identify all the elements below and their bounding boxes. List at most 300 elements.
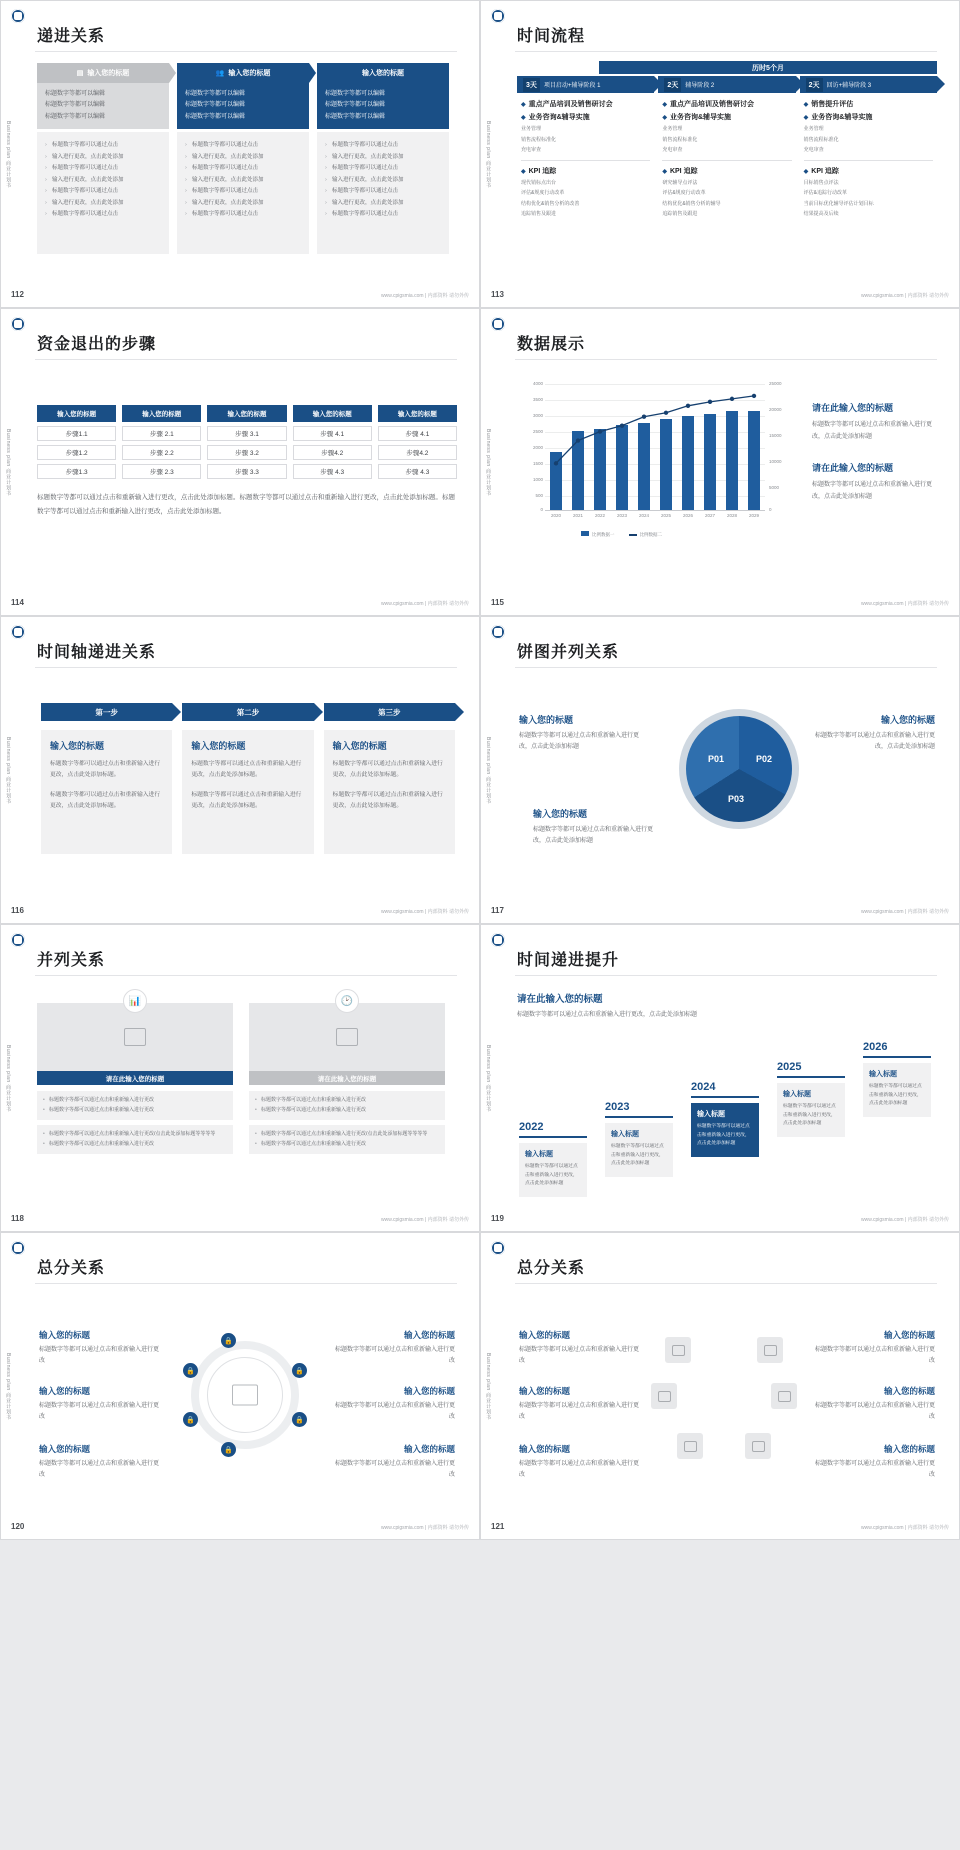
step-p: 销售流程标准化: [521, 136, 557, 143]
text-block-3: [519, 1443, 643, 1482]
year-underline: [777, 1076, 845, 1078]
card-paragraph: 标题数字等都可以通过点击和重新输入进行更改，点击此处添加标题。: [50, 792, 161, 809]
card-paragraph: 标题数字等都可以通过点击和重新输入进行更改，点击此处添加标题。: [332, 792, 443, 809]
table-column-5[interactable]: [378, 405, 457, 479]
block-heading: 输入您的标题: [403, 1330, 455, 1340]
column-1[interactable]: [37, 63, 169, 254]
block-heading: 输入您的标题: [39, 1386, 91, 1396]
pie-slice-group: [686, 716, 792, 822]
block-heading: 输入您的标题: [519, 1386, 571, 1396]
step-content-1: [517, 93, 654, 227]
step-p: 评估&规度行动改革: [521, 190, 565, 196]
side-text: Business plan 商业计划书: [5, 1045, 11, 1113]
title-divider: [35, 359, 457, 360]
card-step-label: 第二步: [182, 703, 313, 721]
year-label: 2026: [863, 1041, 888, 1053]
x-tick: 2021: [572, 513, 583, 518]
side-text: Business plan 商业计划书: [485, 737, 491, 805]
title-divider: [35, 667, 457, 668]
year-heading: 输入标题: [869, 1071, 897, 1078]
photo-icon: [124, 1028, 146, 1046]
center-diagram[interactable]: [659, 1331, 789, 1461]
page-title: 总分关系: [37, 1260, 106, 1277]
list-item: › 标题数字等都可以通过点击: [45, 163, 161, 175]
block-heading: 输入您的标题: [883, 1444, 935, 1454]
row-line: • 标题数字等都可以通过点击和重新输入进行更改: [43, 1106, 227, 1116]
year-card-2025[interactable]: [777, 1061, 845, 1137]
year-box: [605, 1123, 673, 1177]
lock-icon: 🔒: [221, 1333, 236, 1348]
step-p: 当前目标优化辅导评估计划目标: [803, 200, 874, 207]
list-item: › 输入进行更改，点击此处添加: [325, 198, 441, 210]
image-icon: [651, 1383, 677, 1409]
pie-chart[interactable]: [679, 709, 799, 829]
page-number: 116: [11, 906, 24, 915]
lock-icon: 🔒: [183, 1363, 198, 1378]
column-3[interactable]: [317, 63, 449, 254]
list-item: › 输入进行更改，点击此处添加: [45, 152, 161, 164]
block-body: 标题数字等都可以通过点击和重新输入进行更改: [39, 1347, 160, 1365]
footer-note: www.cpigsmia.com | 内部资料 请勿外传: [861, 293, 949, 299]
table-cell: 步骤 4.3: [293, 464, 372, 479]
logo-badge: [11, 933, 25, 947]
chart-legend: [581, 531, 662, 538]
legend-item-1: [581, 531, 615, 538]
list-item: › 标题数字等都可以通过点击: [325, 209, 441, 221]
card-2[interactable]: [182, 703, 313, 854]
lock-icon: 🔒: [292, 1412, 307, 1427]
list-item: › 标题数字等都可以通过点击: [185, 186, 301, 198]
pie-text-body: 标题数字等都可以通过点击和重新输入进行更改，点击此处添加标题: [533, 827, 654, 845]
panel-2[interactable]: [249, 995, 445, 1159]
panel-caption-1: 请在此输入您的标题: [37, 1071, 233, 1085]
y-axis-labels: [521, 381, 543, 511]
image-placeholder-2[interactable]: [249, 995, 445, 1071]
step-p: 追踪销售及跟进: [662, 211, 698, 217]
pie-text-heading: 输入您的标题: [519, 715, 574, 725]
band-line: 标题数字等都可以编辑: [45, 91, 106, 97]
band-line: 标题数字等都可以编辑: [325, 113, 386, 120]
table-cell: 步骤1.3: [37, 464, 116, 479]
x-tick: 2024: [638, 513, 649, 518]
text-block-1: [519, 1329, 643, 1368]
text-block-3: [39, 1443, 163, 1482]
table-column-3[interactable]: [207, 405, 286, 479]
columns: [37, 63, 449, 254]
legend-label: 比例数据二: [639, 531, 662, 537]
footer-note: www.cpigsmia.com | 内部资料 请勿外传: [861, 909, 949, 915]
y-tick: 2500: [532, 429, 543, 434]
title-divider: [515, 975, 937, 976]
lock-icon: 🔒: [183, 1412, 198, 1427]
step-h3: ◆ KPI 追踪: [521, 166, 650, 176]
panel-rows-1: [37, 1091, 233, 1154]
slide-121[interactable]: [480, 1232, 960, 1540]
step-p: 评估&追踪行动改革: [803, 190, 847, 196]
pie-text-body: 标题数字等都可以通过点击和重新输入进行更改，点击此处添加标题: [814, 733, 935, 751]
table-header: 输入您的标题: [37, 405, 116, 422]
step-content-3: [800, 93, 937, 227]
year-underline: [691, 1096, 759, 1098]
block-body: 标题数字等都可以通过点击和重新输入进行更改: [39, 1461, 160, 1479]
table-cell: 步骤1.2: [37, 445, 116, 460]
footer-note: www.cpigsmia.com | 内部资料 请勿外传: [381, 293, 469, 299]
step-p: 研究辅导点评法: [662, 179, 698, 186]
column-header-label: 输入您的标题: [362, 70, 404, 77]
page-title: 总分关系: [517, 1260, 586, 1277]
band-line: 标题数字等都可以编辑: [185, 102, 246, 109]
row-line: • 标题数字等都可以通过点击和重新输入进行更改: [255, 1140, 439, 1150]
footer-note: www.cpigsmia.com | 内部资料 请勿外传: [861, 601, 949, 607]
pie-text-1: [519, 713, 649, 754]
page-number: 117: [491, 906, 504, 915]
title-divider: [35, 1283, 457, 1284]
step-days: 3天: [523, 78, 540, 92]
side-text: Business plan 商业计划书: [5, 121, 11, 189]
text-block-1: [39, 1329, 163, 1368]
y-tick: 3000: [532, 413, 543, 418]
page-title: 并列关系: [37, 952, 106, 969]
year-body: 标题数字等都可以通过点击和重新输入进行更改，点击此处添加标题: [697, 1124, 750, 1147]
footer-note: www.cpigsmia.com | 内部资料 请勿外传: [861, 1525, 949, 1531]
table-cell: 步骤 2.1: [122, 426, 201, 441]
step-1[interactable]: [517, 76, 654, 227]
year-heading: 输入标题: [611, 1131, 639, 1138]
block-heading: 输入您的标题: [403, 1386, 455, 1396]
x-tick: 2023: [616, 513, 627, 518]
step-h3: ◆ KPI 追踪: [804, 166, 933, 176]
year-heading: 输入标题: [525, 1151, 553, 1158]
table-cell: 步骤 2.3: [122, 464, 201, 479]
x-tick: 2026: [682, 513, 693, 518]
row: [37, 1125, 233, 1154]
logo-badge: [491, 9, 505, 23]
y2-tick: 0: [769, 507, 772, 512]
page-number: 119: [491, 1214, 504, 1223]
row: [249, 1091, 445, 1120]
list-item: › 输入进行更改，点击此处添加: [45, 175, 161, 187]
step-header-2: [658, 76, 795, 93]
table-column-1[interactable]: [37, 405, 116, 479]
clock-icon: 🕑: [335, 989, 359, 1013]
step-h2: ◆ 业务咨询&辅导实施: [521, 112, 650, 122]
text-block-2: [812, 461, 937, 503]
pie-label-p03: P03: [728, 794, 745, 804]
bullet-list: [45, 140, 161, 221]
lock-icon: 🔒: [292, 1363, 307, 1378]
card-body-3: [324, 730, 455, 854]
page-title: 数据展示: [517, 336, 586, 353]
page-title: 递进关系: [37, 28, 106, 45]
table-header: 输入您的标题: [207, 405, 286, 422]
legend-item-2: [629, 532, 663, 538]
column-body-3: [317, 132, 449, 254]
list-item: › 输入进行更改，点击此处添加: [325, 175, 441, 187]
logo-badge: [11, 317, 25, 331]
card-paragraph: 标题数字等都可以通过点击和重新输入进行更改，点击此处添加标题。: [191, 761, 302, 778]
steps-table: [37, 405, 457, 479]
list-item: › 标题数字等都可以通过点击: [185, 209, 301, 221]
y2-tick: 10000: [769, 459, 782, 464]
side-text: Business plan 商业计划书: [485, 429, 491, 497]
slide-114[interactable]: [0, 308, 480, 616]
list-item: › 输入进行更改，点击此处添加: [185, 198, 301, 210]
year-body: 标题数字等都可以通过点击和重新输入进行更改，点击此处添加标题: [783, 1104, 836, 1127]
block-body: 标题数字等都可以通过点击和重新输入进行更改: [814, 1347, 935, 1365]
step-p: 充电审查: [803, 147, 824, 153]
x-axis-labels: [545, 513, 765, 518]
column-header-label: 输入您的标题: [228, 70, 271, 77]
list-item: › 输入进行更改，点击此处添加: [45, 198, 161, 210]
card-step-label: 第一步: [41, 703, 172, 721]
table-cell: 步骤 4.1: [378, 426, 457, 441]
slide-112[interactable]: [0, 0, 480, 308]
y2-tick: 15000: [769, 433, 782, 438]
block-body: 标题数字等都可以通过点击和重新输入进行更改: [334, 1347, 455, 1365]
year-label: 2024: [691, 1081, 716, 1093]
block-body: 标题数字等都可以通过点击和重新输入进行更改: [334, 1403, 455, 1421]
year-box: [777, 1083, 845, 1137]
description-paragraph: 标题数字等都可以通过点击和重新输入进行更改，点击此处添加标题。标题数字等都可以通过点击和重新输入进行更改，点击此处添加标题。标题数字等都可以通过点击和重新输入进行更改，点击此处添加标题。: [37, 494, 455, 515]
card-step-label: 第三步: [324, 703, 455, 721]
image-icon: [677, 1433, 703, 1459]
step-content-2: [658, 93, 795, 227]
step-p: 结构优化&销售分析的改善: [521, 200, 580, 207]
y-tick: 2000: [532, 445, 543, 450]
step-p: 销售流程标准化: [803, 136, 839, 143]
side-text: Business plan 商业计划书: [485, 1353, 491, 1421]
list-item: › 标题数字等都可以通过点击: [45, 209, 161, 221]
footer-note: www.cpigsmia.com | 内部资料 请勿外传: [381, 601, 469, 607]
block-heading: 输入您的标题: [39, 1330, 91, 1340]
doc-icon: ▤: [76, 70, 84, 77]
text-block-6: [331, 1443, 455, 1482]
band-line: 标题数字等都可以编辑: [325, 102, 386, 109]
step-h1: ◆ 销售提升评估: [804, 99, 933, 109]
table-cell: 步骤 4.3: [378, 464, 457, 479]
x-tick: 2022: [594, 513, 605, 518]
page-number: 114: [11, 598, 24, 607]
panel-1[interactable]: [37, 995, 233, 1159]
block-heading: 输入您的标题: [519, 1330, 571, 1340]
block-body: 标题数字等都可以通过点击和重新输入进行更改: [39, 1403, 160, 1421]
list-item: › 标题数字等都可以通过点击: [185, 163, 301, 175]
pie-text-heading: 输入您的标题: [533, 809, 588, 819]
step-p: 业务管理: [803, 126, 824, 132]
year-card-2023[interactable]: [605, 1101, 673, 1177]
step-p: 充电审查: [521, 147, 542, 153]
table-column-2[interactable]: [122, 405, 201, 479]
step-p: 评估&规度行动改革: [662, 190, 706, 196]
text-block-4: [811, 1329, 935, 1368]
y-tick: 3500: [532, 397, 543, 402]
step-days: 2天: [664, 78, 681, 92]
step-p: 现代销标点出台: [521, 179, 557, 186]
list-item: › 标题数字等都可以通过点击: [325, 163, 441, 175]
timeline-steps: [517, 76, 937, 227]
image-icon: [665, 1337, 691, 1363]
band-line: 标题数字等都可以编辑: [185, 113, 246, 120]
step-name: 项目启动+辅导阶段 1: [543, 83, 601, 89]
card-paragraph: 标题数字等都可以通过点击和重新输入进行更改，点击此处添加标题。: [50, 761, 161, 778]
people-icon: 👥: [215, 70, 225, 77]
table-header: 输入您的标题: [122, 405, 201, 422]
band-line: 标题数字等都可以编辑: [45, 102, 106, 109]
slide-118[interactable]: [0, 924, 480, 1232]
block-body: 标题数字等都可以通过点击和重新输入进行更改: [814, 1403, 935, 1421]
table-cell: 步骤 2.2: [122, 445, 201, 460]
panel-rows-2: [249, 1091, 445, 1154]
table-cell: 步骤 3.3: [207, 464, 286, 479]
page-number: 118: [11, 1214, 24, 1223]
year-card-2024[interactable]: [691, 1081, 759, 1157]
list-item: › 标题数字等都可以通过点击: [325, 186, 441, 198]
step-days: 2天: [806, 78, 823, 92]
year-heading: 输入标题: [697, 1111, 725, 1118]
title-divider: [515, 667, 937, 668]
text-block-2: [39, 1385, 163, 1424]
text-block-6: [811, 1443, 935, 1482]
year-underline: [605, 1116, 673, 1118]
footer-note: www.cpigsmia.com | 内部资料 请勿外传: [381, 909, 469, 915]
column-body-2: [177, 132, 309, 254]
footer-note: www.cpigsmia.com | 内部资料 请勿外传: [861, 1217, 949, 1223]
text-heading: 请在此输入您的标题: [812, 403, 894, 413]
list-item: › 标题数字等都可以通过点击: [325, 140, 441, 152]
x-tick: 2020: [550, 513, 561, 518]
block-body: 标题数字等都可以通过点击和重新输入进行更改: [519, 1403, 640, 1421]
list-item: › 输入进行更改，点击此处添加: [185, 175, 301, 187]
year-label: 2025: [777, 1061, 802, 1073]
table-cell: 步骤4.2: [378, 445, 457, 460]
y2-tick: 25000: [769, 381, 782, 386]
table-column-4[interactable]: [293, 405, 372, 479]
table-cell: 步骤4.2: [293, 445, 372, 460]
text-block-5: [811, 1385, 935, 1424]
year-body: 标题数字等都可以通过点击和重新输入进行更改，点击此处添加标题: [525, 1164, 578, 1187]
combo-chart[interactable]: [521, 381, 791, 541]
y-tick: 0: [540, 507, 543, 512]
title-divider: [515, 51, 937, 52]
side-text: Business plan 商业计划书: [5, 429, 11, 497]
title-divider: [515, 359, 937, 360]
table-header: 输入您的标题: [378, 405, 457, 422]
year-body: 标题数字等都可以通过点击和重新输入进行更改，点击此处添加标题: [869, 1084, 922, 1107]
step-p: 结构优化&销售分析的辅导: [662, 200, 721, 207]
year-card-2026[interactable]: [863, 1041, 931, 1117]
step-3[interactable]: [800, 76, 937, 227]
column-header-2: [177, 63, 309, 83]
logo-badge: [11, 9, 25, 23]
intro-heading: 请在此输入您的标题: [517, 994, 603, 1005]
photo-icon: [232, 1385, 258, 1406]
y2-tick: 20000: [769, 407, 782, 412]
slide-116[interactable]: [0, 616, 480, 924]
year-card-2022[interactable]: [519, 1121, 587, 1197]
step-p: 销售流程标准化: [662, 136, 698, 143]
block-body: 标题数字等都可以通过点击和重新输入进行更改: [519, 1347, 640, 1365]
card-1[interactable]: [41, 703, 172, 854]
block-heading: 输入您的标题: [883, 1330, 935, 1340]
footer-note: www.cpigsmia.com | 内部资料 请勿外传: [381, 1525, 469, 1531]
image-icon: [757, 1337, 783, 1363]
card-heading: 输入您的标题: [332, 741, 387, 751]
year-box: [691, 1103, 759, 1157]
row-line: • 标题数字等都可以通过点击和重新输入进行更改/点击此处添加标题等等等等: [43, 1130, 227, 1140]
plot-area: [545, 381, 765, 511]
card-body-1: [41, 730, 172, 854]
band-line: 标题数字等都可以编辑: [325, 91, 386, 97]
row: [249, 1125, 445, 1154]
title-divider: [35, 51, 457, 52]
year-heading: 输入标题: [783, 1091, 811, 1098]
column-header-3: [317, 63, 449, 83]
logo-badge: [491, 933, 505, 947]
bullet-list: [325, 140, 441, 221]
separator: [521, 160, 650, 161]
pie-slices: [686, 716, 792, 822]
image-icon: [771, 1383, 797, 1409]
step-2[interactable]: [658, 76, 795, 227]
side-text: Business plan 商业计划书: [5, 737, 11, 805]
text-block-2: [519, 1385, 643, 1424]
slide-115[interactable]: [480, 308, 960, 616]
page-title: 时间轴递进关系: [37, 644, 157, 661]
list-item: › 输入进行更改，点击此处添加: [325, 152, 441, 164]
step-p: 业务管理: [521, 126, 542, 132]
intro-subtitle: 标题数字等都可以通过点击和重新输入进行更改，点击此处添加标题: [517, 1012, 698, 1018]
y-tick: 1000: [532, 477, 543, 482]
block-heading: 输入您的标题: [519, 1444, 571, 1454]
page-number: 120: [11, 1522, 25, 1531]
center-diagram[interactable]: [186, 1337, 304, 1454]
text-block-1: [812, 401, 937, 443]
text-body: 标题数字等都可以通过点击和重新输入进行更改，点击此处添加标题: [812, 482, 933, 500]
card-heading: 输入您的标题: [191, 741, 246, 751]
x-tick: 2025: [660, 513, 671, 518]
column-header-label: 输入您的标题: [87, 70, 130, 77]
list-item: › 标题数字等都可以通过点击: [185, 140, 301, 152]
step-h1: ◆ 重点产品培训及销售研讨会: [662, 99, 791, 109]
card-body-2: [182, 730, 313, 854]
year-box: [863, 1063, 931, 1117]
page-number: 115: [491, 598, 504, 607]
step-header-3: [800, 76, 937, 93]
block-body: 标题数字等都可以通过点击和重新输入进行更改: [334, 1461, 455, 1479]
bullet-list: [185, 140, 301, 221]
image-placeholder-1[interactable]: [37, 995, 233, 1071]
row: [37, 1091, 233, 1120]
y-tick: 500: [535, 493, 543, 498]
pie-label-p01: P01: [708, 754, 725, 764]
slide-120[interactable]: [0, 1232, 480, 1540]
table-cell: 步骤 3.1: [207, 426, 286, 441]
slide-113[interactable]: [480, 0, 960, 308]
step-p: 追踪销售及跟进: [521, 211, 557, 217]
column-2[interactable]: [177, 63, 309, 254]
pie-text-body: 标题数字等都可以通过点击和重新输入进行更改，点击此处添加标题: [519, 733, 640, 751]
year-label: 2022: [519, 1121, 544, 1133]
slide-119[interactable]: [480, 924, 960, 1232]
card-3[interactable]: [324, 703, 455, 854]
lock-icon: 🔒: [221, 1442, 236, 1457]
step-h2: ◆ 业务咨询&辅导实施: [662, 112, 791, 122]
y-tick: 4000: [532, 381, 543, 386]
slide-117[interactable]: [480, 616, 960, 924]
page-number: 121: [491, 1522, 505, 1531]
column-header-1: [37, 63, 169, 83]
text-block-4: [331, 1329, 455, 1368]
